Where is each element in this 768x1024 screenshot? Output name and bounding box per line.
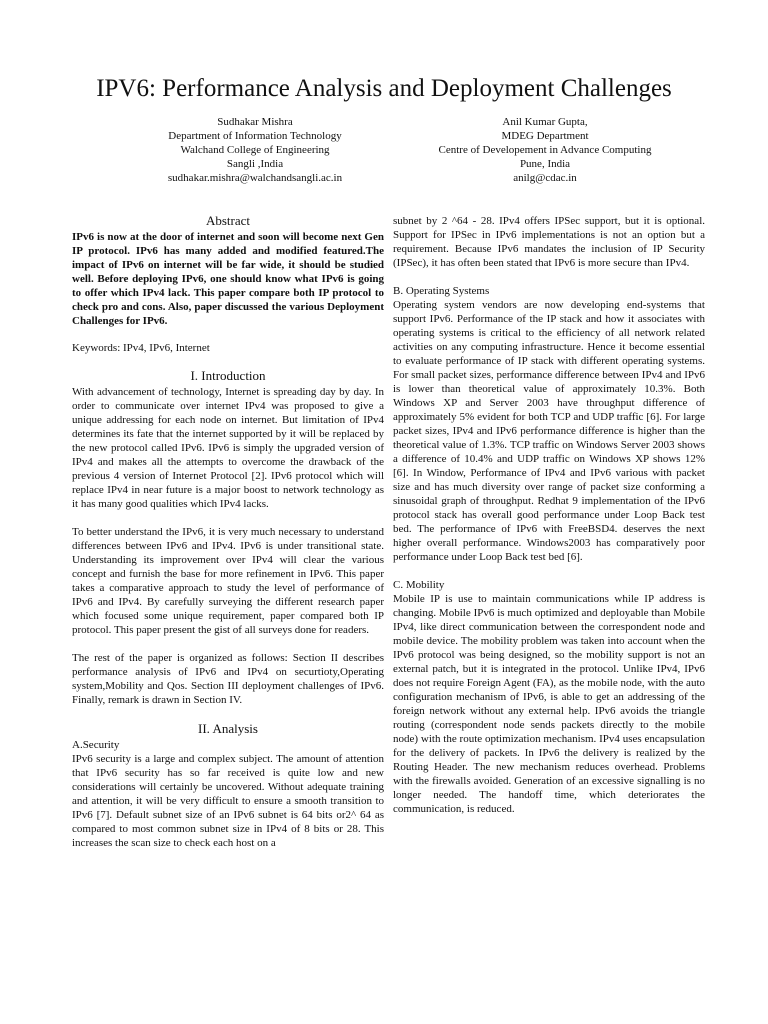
os-paragraph: Operating system vendors are now developing end-systems that support IPv6. Performance of the IP stack and how it associates with operating systems is critical to the efficiency of all network related activities on any computing infrastructure. Hence it become essential to evaluate performance of IP stack with different operating systems. For small packet sizes, performance difference between IPv4 and IPv6 is lower than theoretical value of approximately 10.3%. Both Windows XP and Server 2003 have throughput difference of approximately 5% evident for both TCP and UDP traffic [6]. For large packet sizes, IPv4 and IPv6 performance difference is higher than the theoretical value of 1.3%. TCP traffic on Windows Server 2003 shows a difference of 10.4% and UDP traffic on Windows XP shows 12% [6]. In Window, Performance of IPv4 and IPv6 various with packet size and has much diversity over range of packet size conforming a sinusoidal graph of throughput. Redhat 9 implementation of the IPv6 protocol stack has overall good performance under Loop Back test bed. The performance of IPv6 with FreeBSD4. deserves the next higher overall performance. Windows2003 has comparatively poor performance under Loop Back test bed [6]. (393, 299, 705, 563)
mobility-paragraph: Mobile IP is use to maintain communications while IP address is changing. Mobile IPv6 is much optimized and deployable than Mobile IPv4, like direct communication between the correspondent node and mobile device. The mobility problem was taken into account when the IPv6 protocol was being designed, so the mobility support is not an external patch, but it is integrated in the protocol. Unlike IPv4, IPv6 does not require Foreign Agent (FA), as the mobile node, with the auto configuration mechanism of IPv6, is able to get an addressing of the foreign network without any external help. IPv6 avoids the triangle routing (correspondent node sends packets directly to the mobile node) with the route optimization mechanism. IPv4 uses encapsulation for the delivery of packets. In IPv6 the delivery is realized by the Routing Header. The new mechanism reduces overhead. Problems with the firewalls avoided. Generation of an excessive signalling is no longer needed. The handoff time, which deteriorates the communication, is reduced. (393, 593, 705, 815)
security-paragraph-continued: subnet by 2 ^64 - 28. IPv4 offers IPSec support, but it is optional. Support for IPSec in IPv6 implementations is not an option but a requirement. Because IPv6 mandates the inclusion of IP Security (IPSec), it has often been stated that IPv6 is more secure than IPv4. (393, 215, 705, 269)
security-paragraph: IPv6 security is a large and complex subject. The amount of attention that IPv6 security has so far received is quite low and new considerations will certainly be uncovered. Without adequate training and attention, it will be very difficult to ensure a smooth transition to IPv6 [7]. Default subnet size of an IPv6 subnet is 64 bits or2^ 64 as compared to most common subnet size in IPv4 of 8 bits or 28. This increases the scan size to check each host on a (72, 753, 384, 849)
security-subheading: A.Security (72, 739, 120, 751)
analysis-heading: II. Analysis (198, 721, 258, 736)
author-email: anilg@cdac.in (513, 172, 577, 184)
author-name: Sudhakar Mishra (217, 116, 293, 128)
author-affiliation-line: MDEG Department (501, 130, 589, 142)
author-block-2 (380, 115, 710, 185)
author-block-1 (120, 115, 390, 185)
os-subheading: B. Operating Systems (393, 285, 490, 297)
introduction-heading: I. Introduction (190, 368, 266, 383)
author-location: Pune, India (519, 158, 571, 170)
author-location: Sangli ,India (226, 158, 284, 170)
intro-paragraph: To better understand the IPv6, it is very much necessary to understand differences between IPv6 and IPv4. IPv6 is under transitional state. Understanding its improvement over IPv4 will clear the various concept and furnish the base for more refinement in IPv6. This paper takes a comparative approach to study the level of performance of IPv6 and IPv4. By carefully surveying the different research paper which focused some unique requirement, paper compared both IP protocol. This paper present the gist of all surveys done for readers. (72, 526, 384, 636)
author-email: sudhakar.mishra@walchandsangli.ac.in (167, 172, 343, 184)
abstract-text: IPv6 is now at the door of internet and soon will become next Gen IP protocol. IPv6 has many added and modified featured.The impact of IPv6 on internet will be far wide, it should be studied well. Before deploying IPv6, one should know what IPv6 is going to offer which IPv4 lack. This paper compare both IP protocol to check pro and cons. Also, paper discussed the various Deployment Challenges for IPv6. (72, 231, 384, 327)
author-affiliation-line: Department of Information Technology (168, 130, 342, 142)
intro-paragraph: With advancement of technology, Internet is spreading day by day. In order to communicate over internet IPv4 was proposed to give a unique addressing for each node on internet. But limitation of IPv4 determines its fate that the internet supported by it will be replaced by the new protocol called IPv6. IPv6 is simply the upgraded version of IPv4 and makes all the attempts to overcome the drawback of the previous 4 version of Internet Protocol [2]. IPv6 protocol which will replace IPv4 in near future is a major boost to network technology as it has many good qualities which IPv4 lacks. (72, 386, 384, 510)
left-column (72, 213, 384, 850)
author-affiliation-line: Walchand College of Engineering (180, 144, 330, 156)
abstract-heading: Abstract (205, 213, 251, 228)
right-column (393, 214, 705, 816)
paper-title: IPV6: Performance Analysis and Deployment Challenges (96, 75, 672, 102)
intro-paragraph: The rest of the paper is organized as follows: Section II describes performance analysis of IPv6 and IPv4 on securtioty,Operating system,Mobility and Qos. Section III deployment challenges of IPv6. Finally, remark is drawn in Section IV. (72, 652, 384, 706)
keywords: Keywords: IPv4, IPv6, Internet (72, 342, 210, 354)
author-name: Anil Kumar Gupta, (502, 116, 588, 128)
mobility-subheading: C. Mobility (393, 579, 445, 591)
author-affiliation-line: Centre of Developement in Advance Computing (438, 144, 652, 156)
